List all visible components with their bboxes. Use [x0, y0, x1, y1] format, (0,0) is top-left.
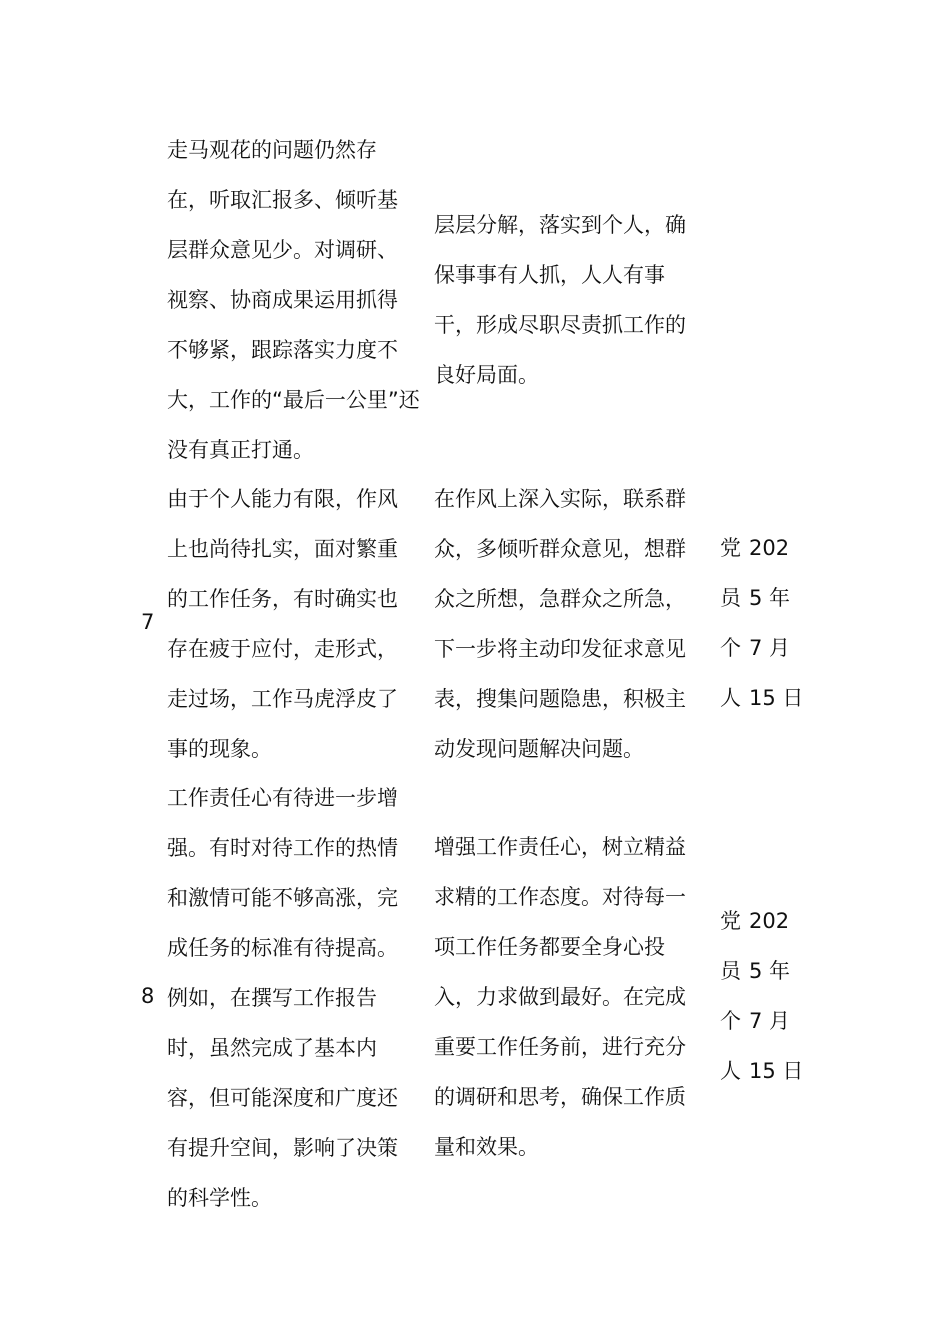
- text-line: 容，但可能深度和广度还: [167, 1086, 398, 1110]
- text-line: 员: [720, 586, 741, 610]
- text-line: 时，虽然完成了基本内: [167, 1036, 377, 1060]
- text-line: 个: [720, 1009, 741, 1033]
- text-line: 的调研和思考，确保工作质: [434, 1085, 686, 1109]
- text-line: 干，形成尽职尽责抓工作的: [434, 313, 686, 337]
- row-8-measures: [434, 822, 686, 1172]
- text-line: 7 月: [749, 1009, 791, 1033]
- row-7-deadline: [749, 523, 803, 723]
- text-line: 成任务的标准有待提高。: [167, 936, 398, 960]
- text-line: 增强工作责任心，树立精益: [434, 835, 686, 859]
- text-line: 下一步将主动印发征求意见: [434, 637, 686, 661]
- text-line: 良好局面。: [434, 363, 539, 387]
- row-8-owner: [720, 896, 741, 1096]
- text-line: 人: [720, 1059, 741, 1083]
- row-7-measures: [434, 474, 686, 774]
- text-line: 事的现象。: [167, 737, 272, 761]
- text-line: 202: [749, 909, 790, 933]
- text-line: 强。有时对待工作的热情: [167, 836, 398, 860]
- text-line: 15 日: [749, 686, 804, 710]
- text-line: 人: [720, 686, 741, 710]
- text-line: 的科学性。: [167, 1186, 272, 1210]
- text-line: 个: [720, 636, 741, 660]
- text-line: 202: [749, 536, 790, 560]
- text-line: 众之所想，急群众之所急，: [434, 587, 686, 611]
- text-line: 动发现问题解决问题。: [434, 737, 644, 761]
- text-line: 和激情可能不够高涨，完: [167, 886, 398, 910]
- row-7-problem: [167, 474, 398, 774]
- text-line: 众，多倾听群众意见，想群: [434, 537, 686, 561]
- text-line: 有提升空间，影响了决策: [167, 1136, 398, 1160]
- text-line: 5 年: [749, 959, 791, 983]
- row-7-owner: [720, 523, 741, 723]
- text-line: 求精的工作态度。对待每一: [434, 885, 686, 909]
- text-line: 保事事有人抓，人人有事: [434, 263, 665, 287]
- text-line: 层层分解，落实到个人，确: [434, 213, 686, 237]
- row-8-number: 8: [141, 984, 155, 1008]
- text-line: 大，工作的“最后一公里”还: [167, 388, 420, 412]
- text-line: 项工作任务都要全身心投: [434, 935, 665, 959]
- text-line: 重要工作任务前，进行充分: [434, 1035, 686, 1059]
- text-line: 7 月: [749, 636, 791, 660]
- text-line: 党: [720, 909, 741, 933]
- text-line: 由于个人能力有限，作风: [167, 487, 398, 511]
- text-line: 员: [720, 959, 741, 983]
- text-line: 存在疲于应付，走形式，: [167, 637, 398, 661]
- text-line: 入，力求做到最好。在完成: [434, 985, 686, 1009]
- text-line: 15 日: [749, 1059, 804, 1083]
- text-line: 例如，在撰写工作报告: [167, 986, 377, 1010]
- text-line: 工作责任心有待进一步增: [167, 786, 398, 810]
- text-line: 走马观花的问题仍然存: [167, 138, 377, 162]
- row-6-measures: [434, 200, 686, 400]
- row-8-problem: [167, 773, 398, 1223]
- text-line: 在作风上深入实际，联系群: [434, 487, 686, 511]
- text-line: 走过场，工作马虎浮皮了: [167, 687, 398, 711]
- text-line: 党: [720, 536, 741, 560]
- text-line: 量和效果。: [434, 1135, 539, 1159]
- row-7-number: 7: [141, 610, 155, 634]
- text-line: 没有真正打通。: [167, 438, 314, 462]
- text-line: 层群众意见少。对调研、: [167, 238, 398, 262]
- row-6-problem: [167, 125, 420, 475]
- text-line: 表，搜集问题隐患，积极主: [434, 687, 686, 711]
- text-line: 5 年: [749, 586, 791, 610]
- text-line: 视察、协商成果运用抓得: [167, 288, 398, 312]
- row-8-deadline: [749, 896, 803, 1096]
- text-line: 上也尚待扎实，面对繁重: [167, 537, 398, 561]
- text-line: 的工作任务，有时确实也: [167, 587, 398, 611]
- text-line: 不够紧，跟踪落实力度不: [167, 338, 398, 362]
- text-line: 在，听取汇报多、倾听基: [167, 188, 398, 212]
